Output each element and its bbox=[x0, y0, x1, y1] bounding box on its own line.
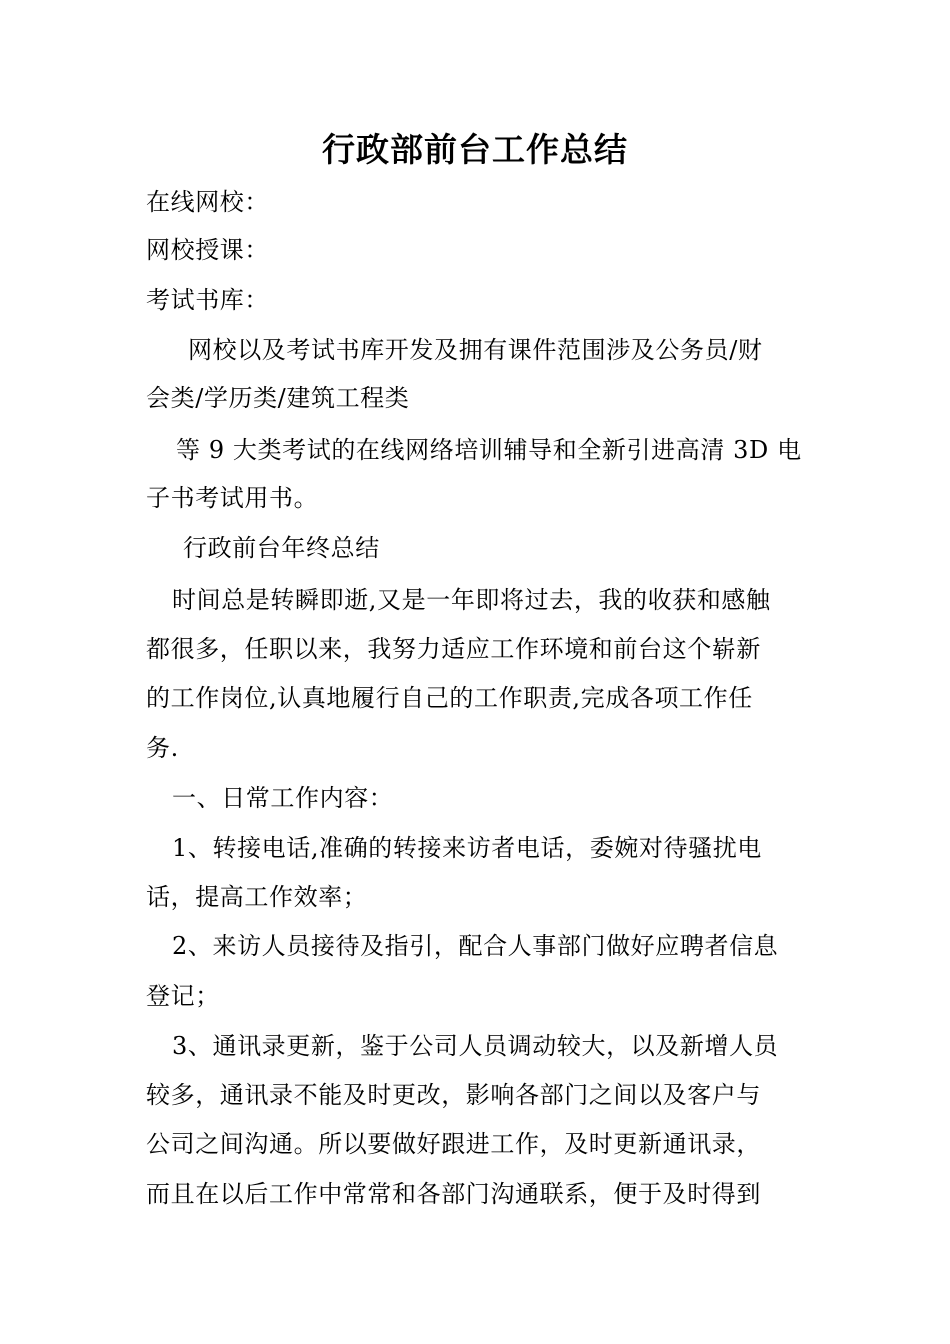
document-title: 行政部前台工作总结 bbox=[322, 130, 628, 169]
list-item: 2、来访人员接待及指引，配合人事部门做好应聘者信息 bbox=[172, 932, 779, 960]
section-heading: 行政前台年终总结 bbox=[183, 534, 380, 562]
text-line: 登记； bbox=[146, 982, 220, 1010]
text-line: 都很多，任职以来，我努力适应工作环境和前台这个崭新 bbox=[146, 635, 761, 663]
text-line: 会类/学历类/建筑工程类 bbox=[146, 384, 410, 412]
text-line: 话，提高工作效率； bbox=[146, 883, 368, 911]
text-line: 在线网校： bbox=[146, 188, 269, 216]
text-line: 网校授课： bbox=[146, 236, 269, 264]
list-item: 1、转接电话,准确的转接来访者电话，委婉对待骚扰电 bbox=[172, 834, 762, 862]
text-line: 子书考试用书。 bbox=[146, 484, 319, 512]
list-item: 3、通讯录更新，鉴于公司人员调动较大，以及新增人员 bbox=[172, 1032, 779, 1060]
text-line: 而且在以后工作中常常和各部门沟通联系，便于及时得到 bbox=[146, 1180, 761, 1208]
text-line: 务. bbox=[146, 734, 179, 762]
section-heading: 一、日常工作内容： bbox=[172, 784, 394, 812]
text-line: 等 9 大类考试的在线网络培训辅导和全新引进高清 3D 电 bbox=[176, 436, 802, 464]
text-line: 的工作岗位,认真地履行自己的工作职责,完成各项工作任 bbox=[146, 684, 753, 712]
text-line: 公司之间沟通。所以要做好跟进工作，及时更新通讯录， bbox=[146, 1130, 761, 1158]
text-line: 网校以及考试书库开发及拥有课件范围涉及公务员/财 bbox=[188, 336, 763, 364]
text-line: 考试书库： bbox=[146, 286, 269, 314]
text-line: 时间总是转瞬即逝,又是一年即将过去，我的收获和感触 bbox=[172, 586, 771, 614]
text-line: 较多，通讯录不能及时更改，影响各部门之间以及客户与 bbox=[146, 1081, 761, 1109]
